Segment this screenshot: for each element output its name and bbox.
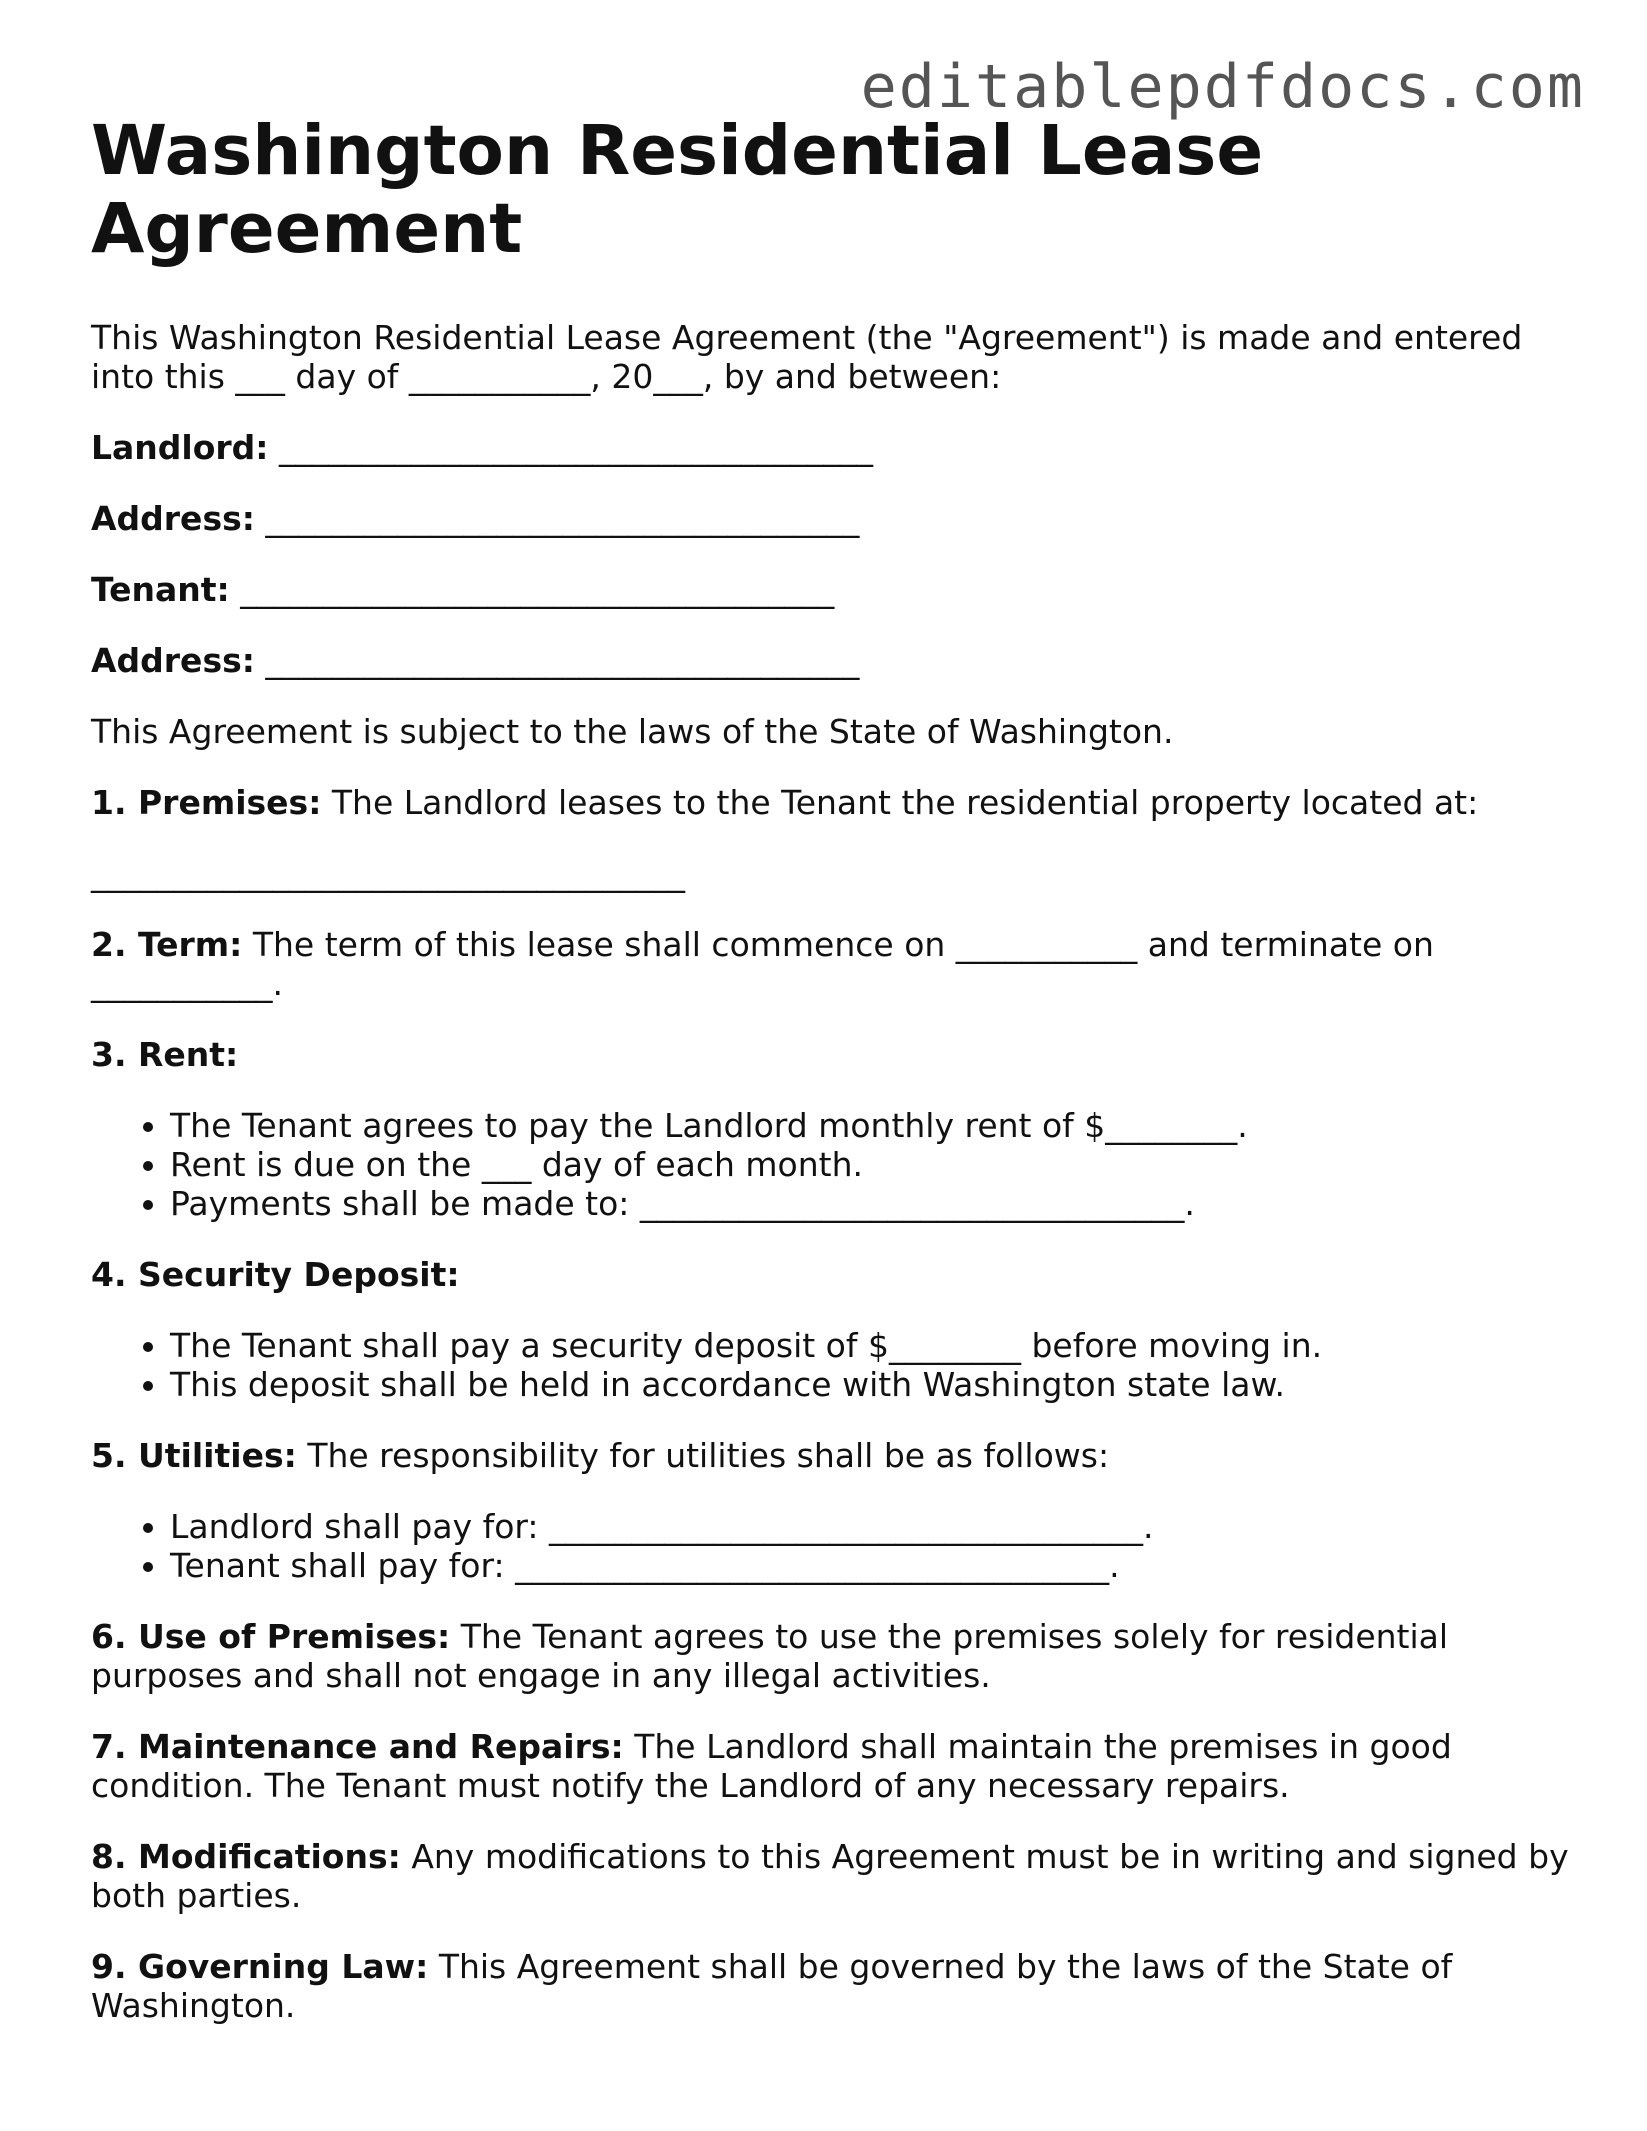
list-item: • Payments shall be made to: _________________________________. [170, 1184, 1571, 1223]
intro-paragraph: This Washington Residential Lease Agreement (the "Agreement") is made and entered into this ___ day of ___________, 20___, by and between: [91, 318, 1523, 396]
premises-text: The Landlord leases to the Tenant the residential property located at: [331, 783, 1479, 822]
section-modifications [91, 1837, 1571, 1915]
premises-address-blank: ____________________________________ [91, 854, 685, 893]
section-use [91, 1617, 1571, 1695]
section-premises [91, 783, 1571, 822]
use-text: The Tenant agrees to use the premises solely for residential purposes and shall not engage in any illegal activities. [91, 1617, 1449, 1695]
tenant-address-label: Address: [91, 641, 255, 680]
tenant-address-field [91, 641, 1571, 680]
tenant-blank: ____________________________________ [240, 570, 835, 609]
modifications-text: Any modifications to this Agreement must be in writing and signed by both parties. [91, 1837, 1569, 1915]
tenant-label: Tenant: [91, 570, 230, 609]
maintenance-heading: 7. Maintenance and Repairs: [91, 1727, 624, 1766]
term-text: The term of this lease shall commence on ___________ and terminate on ___________. [91, 925, 1434, 1003]
section-utilities [91, 1436, 1571, 1475]
rent-list [91, 1106, 1571, 1223]
section-rent [91, 1035, 1571, 1074]
list-item: • The Tenant shall pay a security deposit of $________ before moving in. [170, 1326, 1571, 1365]
landlord-blank: ____________________________________ [279, 428, 873, 467]
landlord-address-field [91, 499, 1571, 538]
lease-document [91, 112, 1571, 2057]
landlord-address-label: Address: [91, 499, 255, 538]
maintenance-text: The Landlord shall maintain the premises in good condition. The Tenant must notify the Landlord of any necessary repairs. [91, 1727, 1452, 1805]
landlord-label: Landlord: [91, 428, 269, 467]
modifications-heading: 8. Modifications: [91, 1837, 401, 1876]
term-heading: 2. Term: [91, 925, 243, 964]
landlord-address-blank: ____________________________________ [265, 499, 860, 538]
laws-statement: This Agreement is subject to the laws of the State of Washington. [91, 712, 1174, 751]
tenant-address-blank: ____________________________________ [265, 641, 860, 680]
utilities-text: The responsibility for utilities shall be as follows: [307, 1436, 1110, 1475]
use-heading: 6. Use of Premises: [91, 1617, 451, 1656]
section-governing-law [91, 1947, 1571, 2025]
document-title: Washington Residential Lease Agreement [91, 111, 1264, 269]
rent-heading: 3. Rent: [91, 1035, 239, 1074]
governing-text: This Agreement shall be governed by the laws of the State of Washington. [91, 1947, 1453, 2025]
section-term [91, 925, 1571, 1003]
list-item: • Landlord shall pay for: ____________________________________. [170, 1507, 1571, 1546]
deposit-heading: 4. Security Deposit: [91, 1255, 460, 1294]
deposit-list [91, 1326, 1571, 1404]
landlord-field [91, 428, 1571, 467]
section-deposit [91, 1255, 1571, 1294]
utilities-heading: 5. Utilities: [91, 1436, 297, 1475]
site-watermark: editablepdfdocs.com [860, 52, 1585, 122]
list-item: • Rent is due on the ___ day of each month. [170, 1145, 1571, 1184]
list-item: • The Tenant agrees to pay the Landlord monthly rent of $________. [170, 1106, 1571, 1145]
tenant-field [91, 570, 1571, 609]
governing-heading: 9. Governing Law: [91, 1947, 429, 1986]
list-item: • Tenant shall pay for: ____________________________________. [170, 1546, 1571, 1585]
utilities-list [91, 1507, 1571, 1585]
premises-heading: 1. Premises: [91, 783, 322, 822]
section-maintenance [91, 1727, 1571, 1805]
list-item: • This deposit shall be held in accordance with Washington state law. [170, 1365, 1571, 1404]
